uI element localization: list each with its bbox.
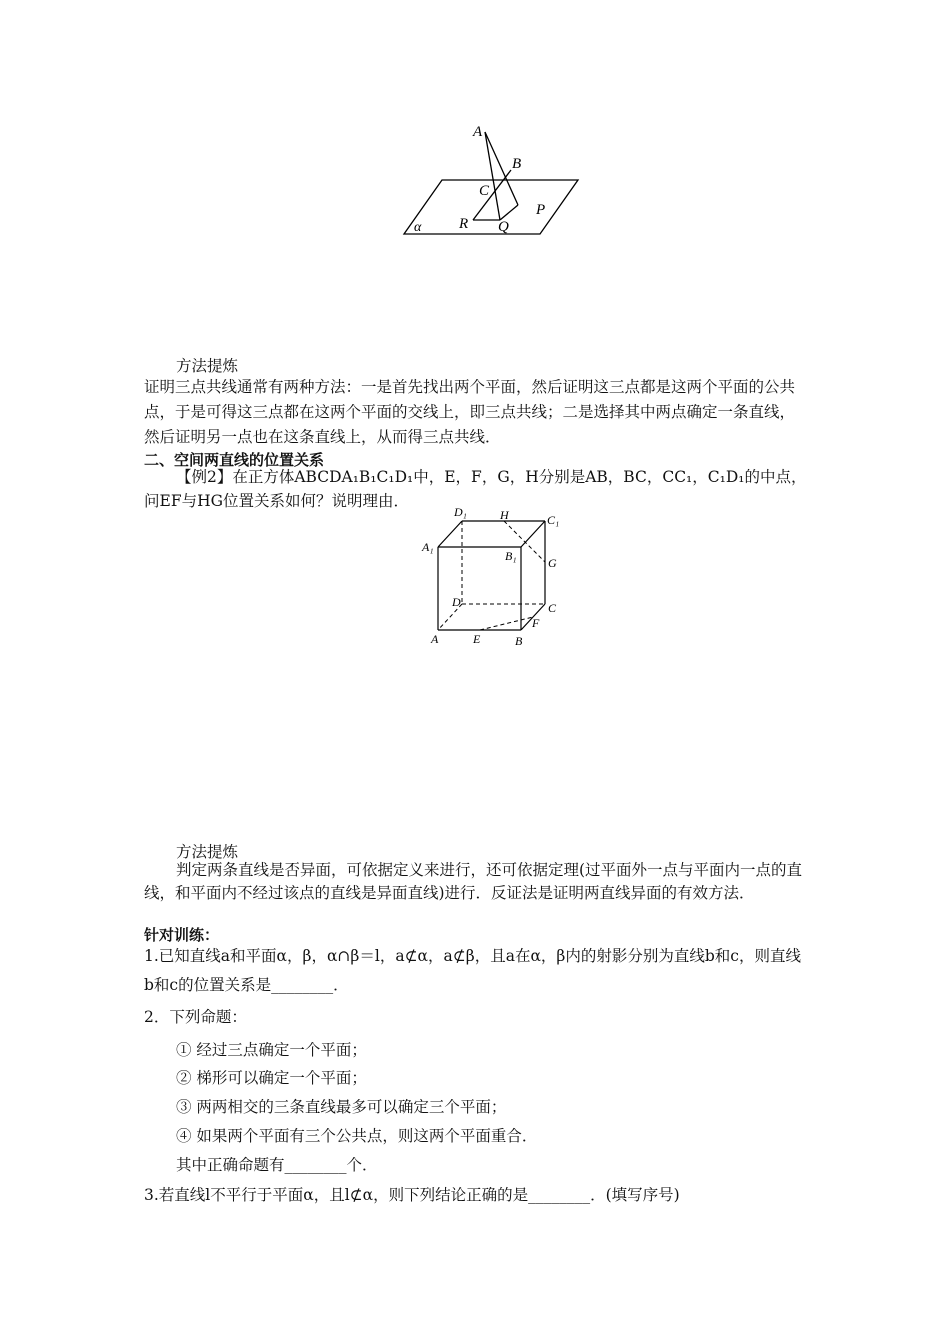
label-R: R xyxy=(459,216,469,232)
label-alpha: α xyxy=(414,220,422,235)
cube-label-F: F xyxy=(532,616,540,630)
method1-text: 证明三点共线通常有两种方法：一是首先找出两个平面，然后证明这三点都是这两个平面的公共点，于是可得这三点都在这两个平面的交线上，即三点共线；二是选择其中两点确定一条直线，然后证明另一点也在这条直线上，从而得三点共线． xyxy=(144,378,796,446)
label-P: P xyxy=(536,202,546,218)
question-3: 3.若直线l不平行于平面α，且l⊄α，则下列结论正确的是________．(填写序号) xyxy=(144,1186,680,1204)
label-C: C xyxy=(479,183,490,199)
q2-item-1: ① 经过三点确定一个平面； xyxy=(176,1041,367,1059)
label-A: A xyxy=(473,124,483,140)
cube-label-D1: D₁ xyxy=(454,505,467,519)
method2-text: 判定两条直线是否异面，可依据定义来进行，还可依据定理(过平面外一点与平面内一点的直线，和平面内不经过该点的直线是异面直线)进行．反证法是证明两直线异面的有效方法． xyxy=(144,861,803,902)
cube-label-D: D xyxy=(452,595,461,609)
training-heading: 针对训练： xyxy=(144,926,220,944)
cube-label-B1: B₁ xyxy=(505,549,517,563)
q2-item-3: ③ 两两相交的三条直线最多可以确定三个平面； xyxy=(176,1098,507,1116)
cube-label-E: E xyxy=(473,632,481,646)
method2-heading: 方法提炼 xyxy=(176,843,239,861)
q2-item-2: ② 梯形可以确定一个平面； xyxy=(176,1069,367,1087)
label-B: B xyxy=(512,156,522,172)
cube-label-C1: C₁ xyxy=(547,513,560,527)
question-1: 1.已知直线a和平面α，β，α∩β＝l，a⊄α，a⊄β，且a在α，β内的射影分别为直线b和c，则直线b和c的位置关系是________． xyxy=(144,947,801,994)
cube-label-G: G xyxy=(548,556,557,570)
cube-label-A: A xyxy=(431,632,439,646)
cube-figure xyxy=(418,504,568,649)
example2-text: 【例2】在正方体ABCDA₁B₁C₁D₁中，E，F，G，H分别是AB，BC，CC₁，C₁D₁的中点，问EF与HG位置关系如何？说明理由． xyxy=(144,468,807,510)
plane-triangle-figure xyxy=(400,120,585,240)
cube-label-C: C xyxy=(548,601,557,615)
cube-label-A1: A₁ xyxy=(422,540,434,554)
cube-label-H: H xyxy=(500,508,509,522)
plane-alpha xyxy=(404,180,578,234)
q2-item-4: ④ 如果两个平面有三个公共点，则这两个平面重合． xyxy=(176,1127,538,1145)
label-Q: Q xyxy=(498,219,509,235)
q2-tail: 其中正确命题有________个． xyxy=(176,1156,378,1174)
section2-heading: 二、空间两直线的位置关系 xyxy=(144,451,325,469)
cube-label-B: B xyxy=(515,634,523,648)
question-2: 2．下列命题： xyxy=(144,1008,247,1026)
method1-heading: 方法提炼 xyxy=(176,357,239,375)
